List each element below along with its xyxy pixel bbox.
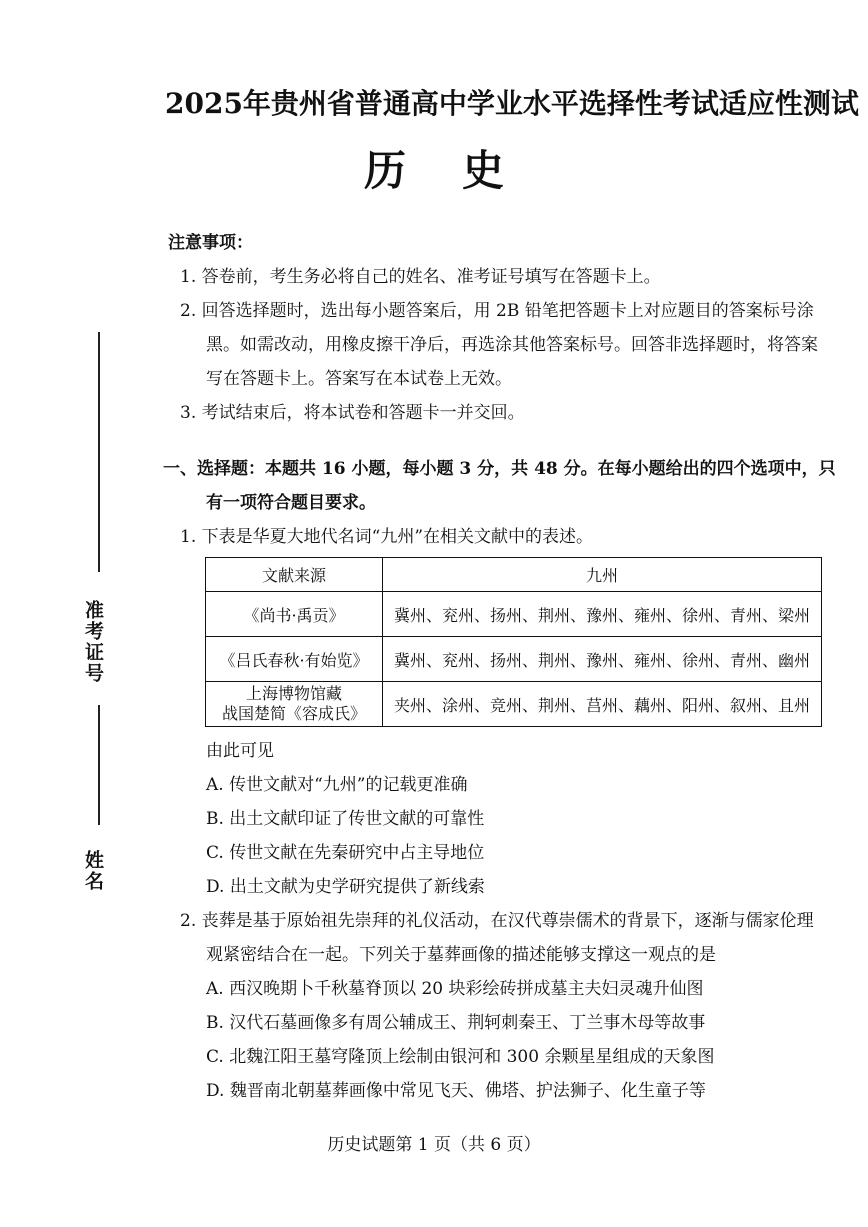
row-content: 夹州、涂州、竞州、荆州、莒州、藕州、阳州、叙州、且州 [383,682,822,727]
q2-option-c: C. 北魏江阳王墓穹隆顶上绘制由银河和 300 余颗星星组成的天象图 [206,1047,715,1067]
row-content: 冀州、兖州、扬州、荆州、豫州、雍州、徐州、青州、幽州 [383,637,822,682]
table-row [206,637,822,682]
q2-option-d: D. 魏晋南北朝墓葬画像中常见飞天、佛塔、护法狮子、化生童子等 [206,1081,706,1101]
header-source: 文献来源 [206,558,383,592]
notice-item-2: 2. 回答选择题时，选出每小题答案后，用 2B 铅笔把答题卡上对应题目的答案标号涂 [180,301,814,321]
section-heading: 一、选择题：本题共 16 小题，每小题 3 分，共 48 分。在每小题给出的四个选项中，只 [163,459,836,479]
exam-no-label: 准考证号 [82,600,104,684]
q2-stem: 2. 丧葬是基于原始祖先崇拜的礼仪活动，在汉代尊崇儒术的背景下，逐渐与儒家伦理 [180,911,814,931]
exam-no-line [98,332,100,572]
table-header-row [206,558,822,592]
row-source-line1: 上海博物馆藏 [245,684,342,703]
q1-option-c: C. 传世文献在先秦研究中占主导地位 [206,843,485,863]
name-line [98,705,100,825]
notice-item-2-cont: 黑。如需改动，用橡皮擦干净后，再选涂其他答案标号。回答非选择题时，将答案 [206,335,818,355]
notice-item-2-cont2: 写在答题卡上。答案写在本试卷上无效。 [206,369,512,389]
section-heading-cont: 有一项符合题目要求。 [206,493,376,513]
q1-lead: 由此可见 [206,741,274,761]
row-source: 《吕氏春秋·有始览》 [206,637,383,682]
name-label: 姓名 [82,850,104,892]
row-source [206,682,383,727]
exam-title: 2025年贵州省普通高中学业水平选择性考试适应性测试 [165,87,859,120]
q2-stem-cont: 观紧密结合在一起。下列关于墓葬画像的描述能够支撑这一观点的是 [206,945,716,965]
q2-option-a: A. 西汉晚期卜千秋墓脊顶以 20 块彩绘砖拼成墓主夫妇灵魂升仙图 [206,979,704,999]
notice-item-3: 3. 考试结束后，将本试卷和答题卡一并交回。 [180,403,525,423]
row-source: 《尚书·禹贡》 [206,592,383,637]
subject-title: 历史 [363,146,560,195]
q2-option-b: B. 汉代石墓画像多有周公辅成王、荆轲刺秦王、丁兰事木母等故事 [206,1013,706,1033]
row-content: 冀州、兖州、扬州、荆州、豫州、雍州、徐州、青州、梁州 [383,592,822,637]
table-row [206,592,822,637]
q1-option-d: D. 出土文献为史学研究提供了新线索 [206,877,485,897]
q1-option-b: B. 出土文献印证了传世文献的可靠性 [206,809,485,829]
page-footer: 历史试题第 1 页（共 6 页） [327,1135,541,1155]
table-row [206,682,822,727]
notice-item-1: 1. 答卷前，考生务必将自己的姓名、准考证号填写在答题卡上。 [180,267,661,287]
q1-stem: 1. 下表是华夏大地代名词“九州”在相关文献中的表述。 [180,527,594,547]
q1-table [205,557,822,727]
q1-option-a: A. 传世文献对“九州”的记载更准确 [206,775,468,795]
notice-heading: 注意事项： [168,233,253,253]
header-jiuzhou: 九州 [383,558,822,592]
row-source-line2: 战国楚简《容成氏》 [221,704,366,723]
